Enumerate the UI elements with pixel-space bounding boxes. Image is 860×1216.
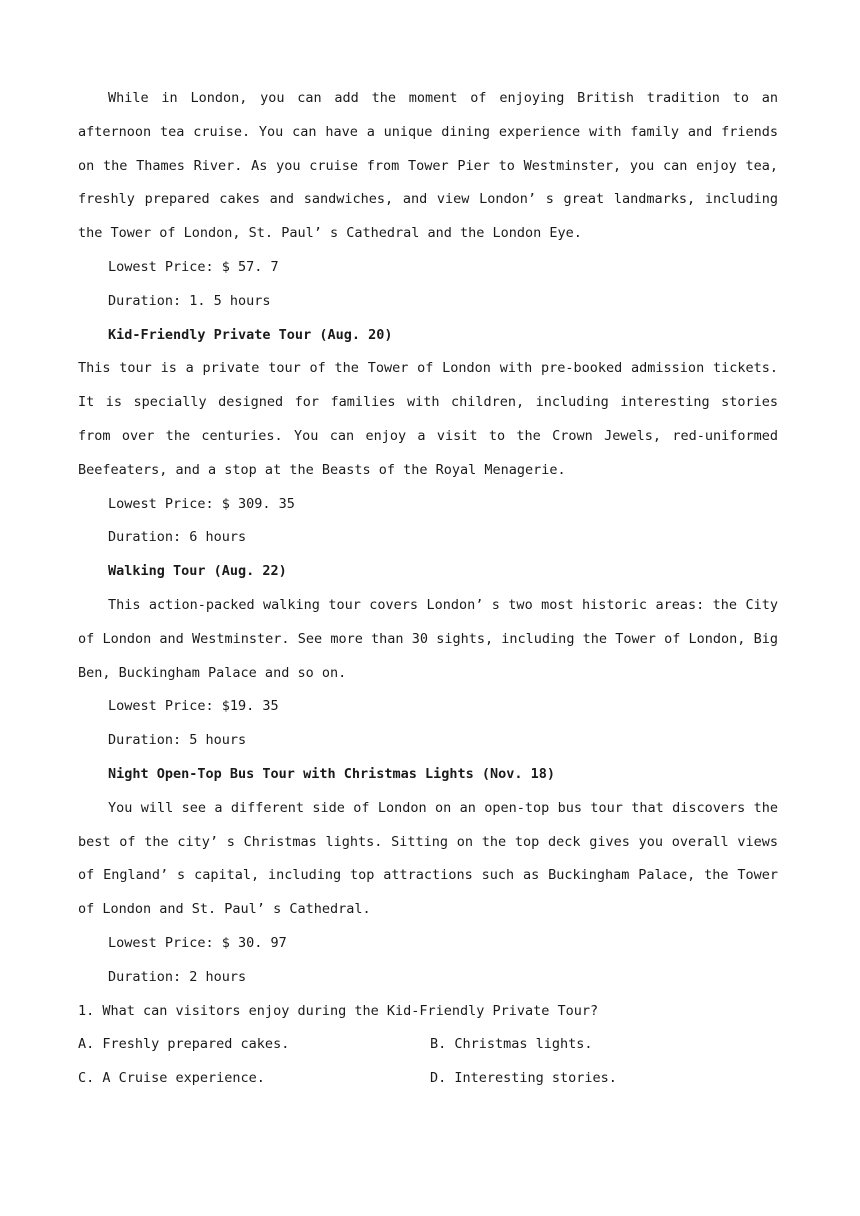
option-c: C. A Cruise experience. bbox=[78, 1070, 265, 1087]
intro-paragraph: While in London, you can add the moment of enjoying British tradition to an afternoon tea cruise. You can have a unique dining experience with family and friends on the Thames River. As you cruise from Tower Pier to Westminster, you can enjoy tea, freshly prepared cakes and sandwiches, and view London’ s great landmarks, including the Tower of London, St. Paul’ s Cathedral and the London Eye. bbox=[78, 90, 778, 242]
tour-description-kid-friendly: This tour is a private tour of the Tower of London with pre-booked admission tickets. It is specially designed for families with children, including interesting stories from over the centuries. You can enjoy a visit to the Crown Jewels, red-uniformed Beefeaters, and a stop at the Beasts of the Royal Menagerie. bbox=[78, 360, 778, 478]
tour-duration-kid-friendly: Duration: 6 hours bbox=[108, 529, 247, 546]
intro-price: Lowest Price: $ 57. 7 bbox=[108, 258, 279, 275]
option-d: D. Interesting stories. bbox=[430, 1070, 617, 1087]
tour-title-walking: Walking Tour (Aug. 22) bbox=[108, 563, 287, 580]
tour-price-kid-friendly: Lowest Price: $ 309. 35 bbox=[108, 495, 295, 512]
option-b: B. Christmas lights. bbox=[430, 1036, 593, 1053]
tour-duration-night-bus: Duration: 2 hours bbox=[108, 968, 247, 985]
options-row-1 bbox=[78, 1028, 778, 1062]
option-a: A. Freshly prepared cakes. bbox=[78, 1036, 290, 1053]
tour-description-walking: This action-packed walking tour covers London’ s two most historic areas: the City of London and Westminster. See more than 30 sights, including the Tower of London, Big Ben, Buckingham Palace and so on. bbox=[78, 596, 778, 681]
tour-title-night-bus: Night Open-Top Bus Tour with Christmas Lights (Nov. 18) bbox=[108, 765, 556, 782]
tour-price-night-bus: Lowest Price: $ 30. 97 bbox=[108, 934, 287, 951]
document-page bbox=[78, 82, 778, 1096]
tour-description-night-bus: You will see a different side of London on an open-top bus tour that discovers the best of the city’ s Christmas lights. Sitting on the top deck gives you overall views of England’ s capital, including top attractions such as Buckingham Palace, the Tower of London and St. Paul’ s Cathedral. bbox=[78, 799, 778, 918]
options-row-2 bbox=[78, 1062, 778, 1096]
tour-title-kid-friendly: Kid-Friendly Private Tour (Aug. 20) bbox=[108, 326, 393, 343]
question-stem: 1. What can visitors enjoy during the Kid-Friendly Private Tour? bbox=[78, 1002, 599, 1019]
intro-duration: Duration: 1. 5 hours bbox=[108, 292, 271, 309]
tour-duration-walking: Duration: 5 hours bbox=[108, 732, 247, 749]
tour-price-walking: Lowest Price: $19. 35 bbox=[108, 698, 279, 715]
